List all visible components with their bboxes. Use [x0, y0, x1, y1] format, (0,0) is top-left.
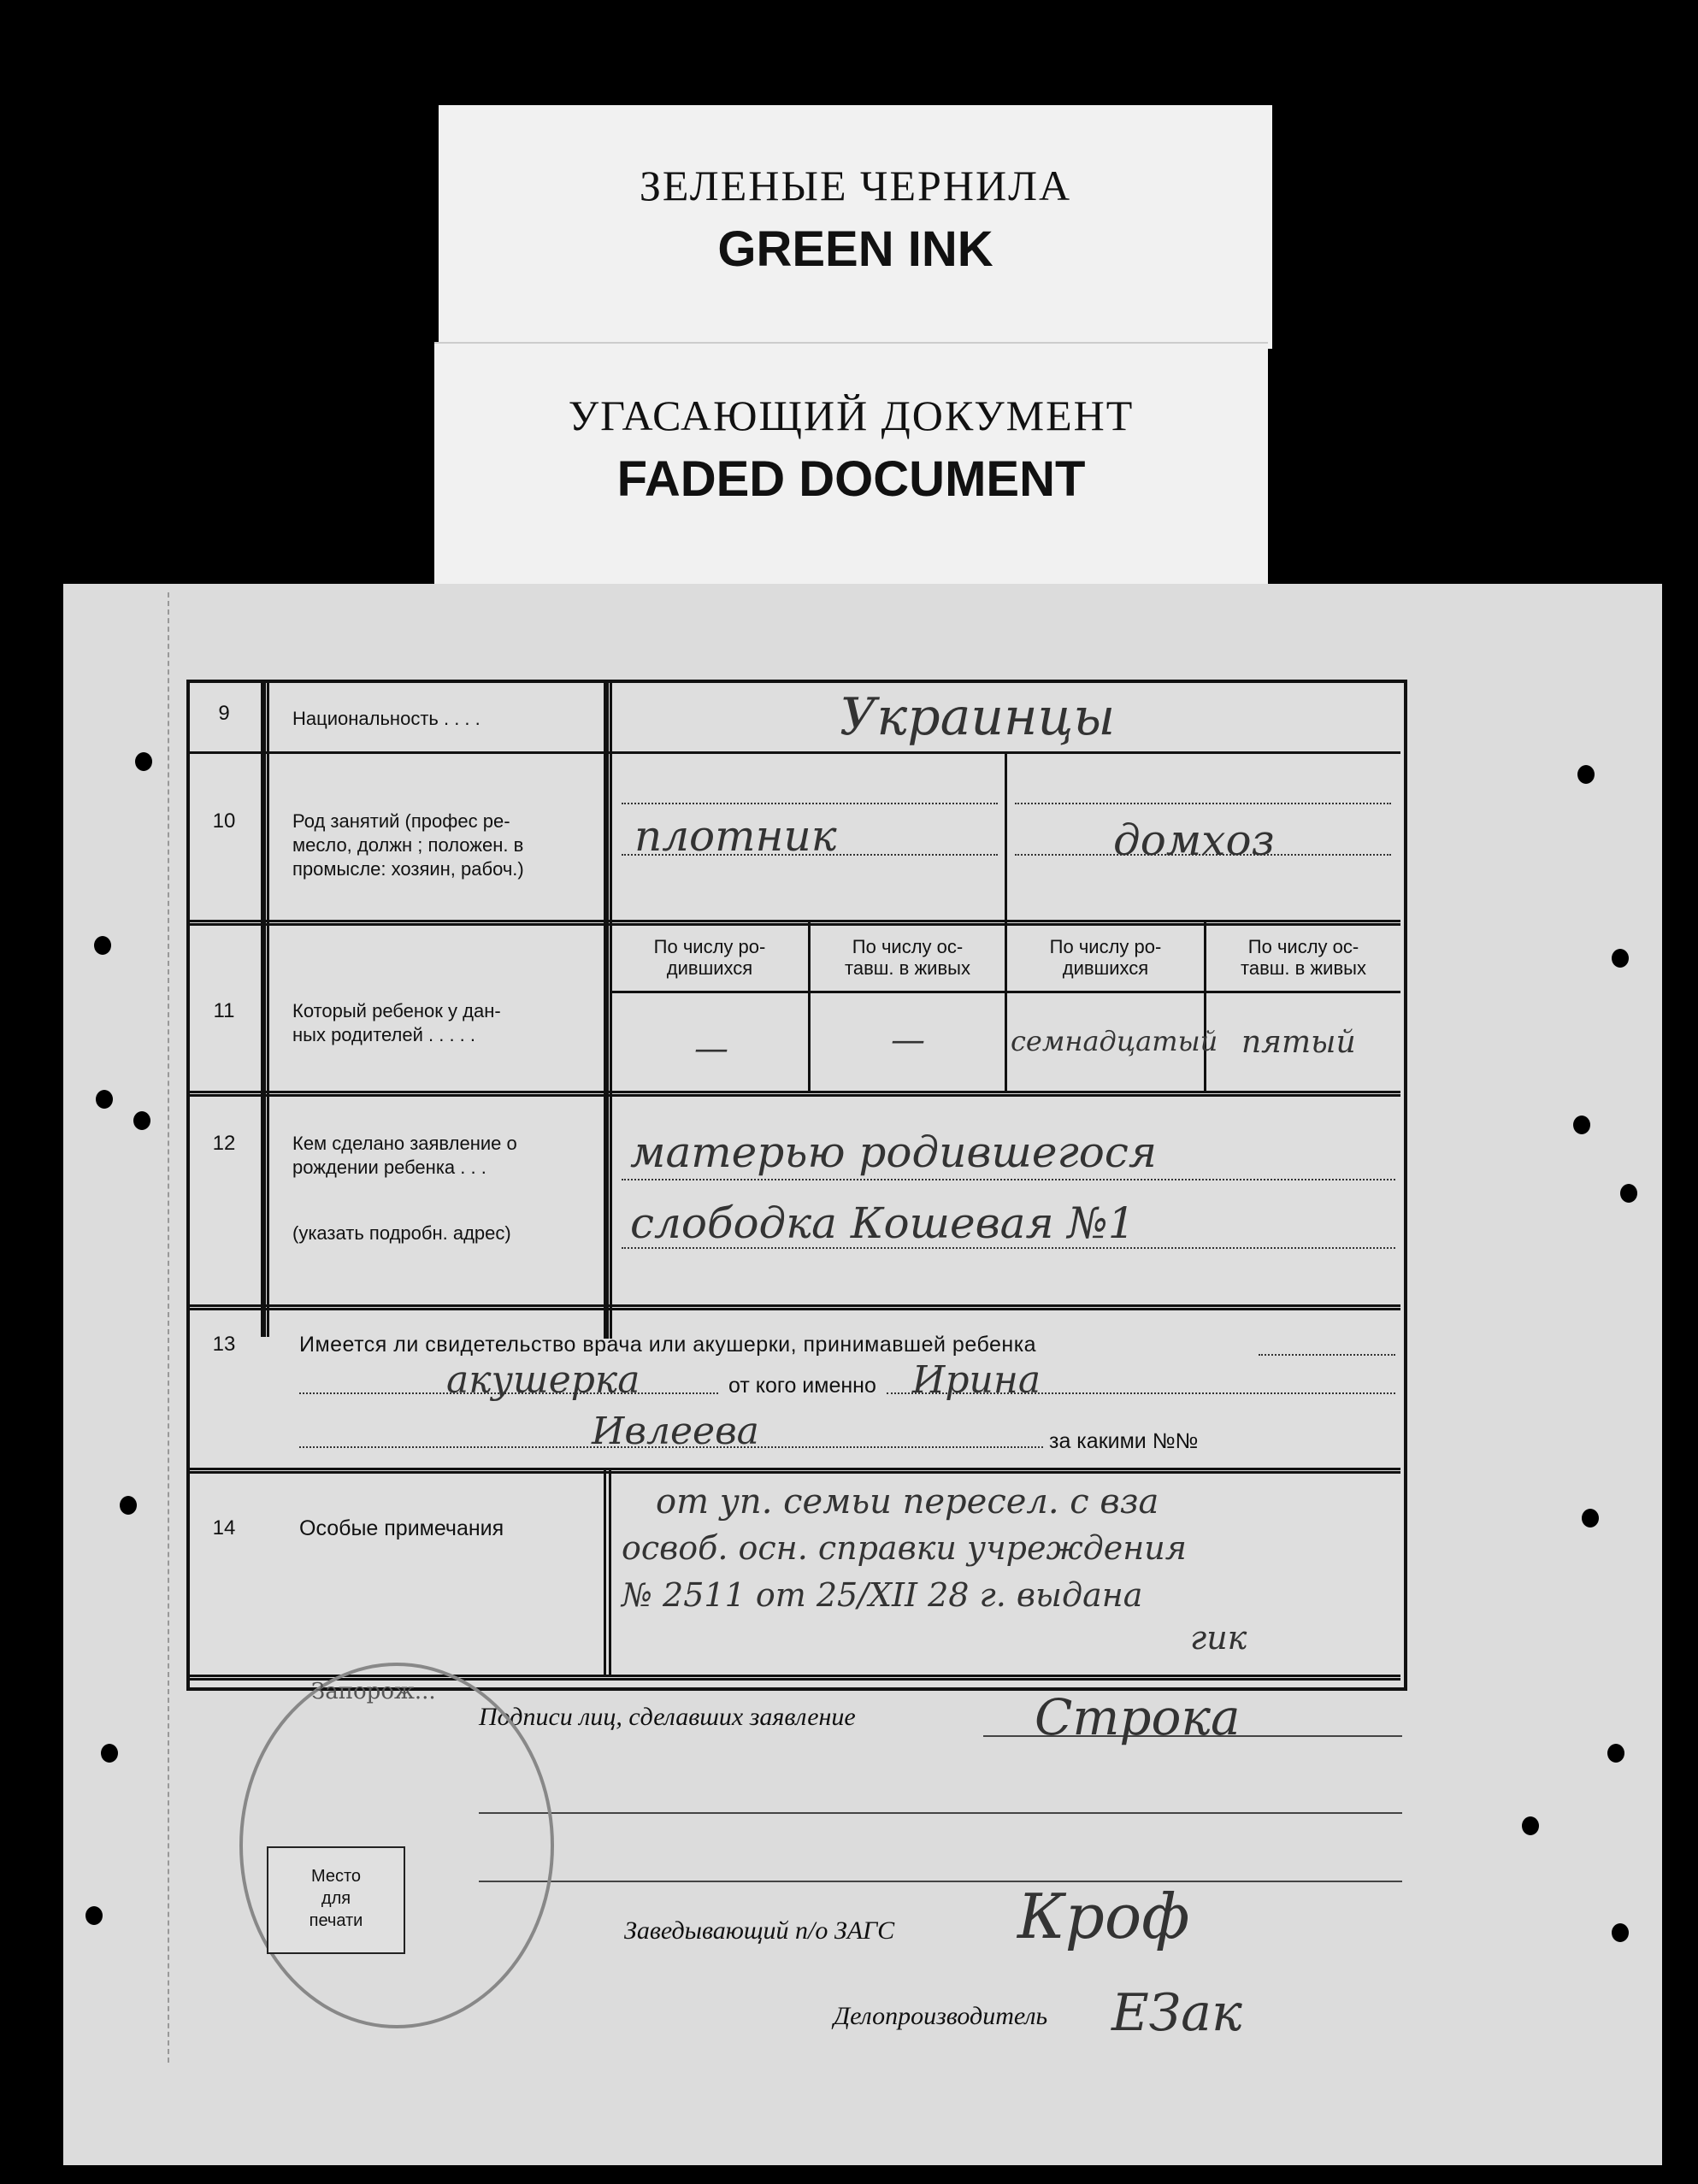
clerk-label: Делопроизводитель	[834, 2002, 1048, 2030]
green-ink-en: GREEN INK	[717, 221, 993, 277]
row-13-label: Имеется ли свидетельство врача или акушерки, принимавшей ребенка	[299, 1333, 1037, 1357]
row-12-value-1: матерью родившегося	[630, 1127, 1157, 1177]
seal-ring-text: Запорож...	[311, 1679, 436, 1704]
row-10-label-2: месло, должн ; положен. в	[292, 834, 524, 856]
row-11-header-2b: тавш. в живых	[845, 957, 970, 979]
row-11-value-3: семнадцатый	[1011, 1025, 1218, 1057]
row-12-label-1: Кем сделано заявление о	[292, 1133, 517, 1154]
punch-hole-icon	[1620, 1184, 1637, 1203]
row-14-label: Особые примечания	[299, 1516, 504, 1540]
row-13-handwriting-2: Ирина	[912, 1358, 1041, 1402]
seal-stamp	[239, 1663, 554, 2028]
punch-hole-icon	[101, 1744, 118, 1763]
row-11-label-2: ных родителей . . . . .	[292, 1024, 476, 1045]
row-10-label-1: Род занятий (профес ре-	[292, 810, 510, 832]
row-14-handwriting-1: от уп. семьи пересел. с вза	[656, 1482, 1159, 1522]
row-12-label-3: (указать подробн. адрес)	[292, 1222, 511, 1244]
punch-hole-icon	[1582, 1509, 1599, 1528]
birth-record-form	[186, 680, 1407, 1691]
row-13-handwriting-1: акушерка	[446, 1358, 640, 1402]
row-14-number: 14	[212, 1516, 236, 1539]
row-11-header-4b: тавш. в живых	[1241, 957, 1366, 979]
row-11-number: 11	[213, 999, 235, 1022]
punch-hole-icon	[1522, 1816, 1539, 1835]
applicant-signature-label: Подписи лиц, сделавших заявление	[479, 1703, 856, 1731]
row-11-header-4a: По числу ос-	[1247, 936, 1359, 957]
row-11-header-2a: По числу ос-	[852, 936, 964, 957]
row-11-header-3b: дившихся	[1062, 957, 1149, 979]
row-14-handwriting-3: № 2511 от 25/XII 28 г. выдана	[622, 1576, 1143, 1614]
row-13-handwriting-3: Ивлеева	[592, 1410, 759, 1453]
punch-hole-icon	[96, 1090, 113, 1109]
punch-hole-icon	[94, 936, 111, 955]
punch-hole-icon	[1573, 1116, 1590, 1134]
stamp-place-line-3: печати	[309, 1911, 363, 1930]
punch-hole-icon	[133, 1111, 150, 1130]
row-10-mother-occupation: домхоз	[1113, 815, 1275, 865]
green-ink-card	[439, 105, 1272, 349]
row-12-label-2: рождении ребенка . . .	[292, 1157, 486, 1178]
row-13-number: 13	[212, 1333, 236, 1356]
green-ink-ru: ЗЕЛЕНЫЕ ЧЕРНИЛА	[639, 162, 1072, 209]
row-14-handwriting-2: освоб. осн. справки учреждения	[622, 1529, 1187, 1567]
faded-document-card	[434, 342, 1268, 593]
row-11-value-4: пятый	[1241, 1025, 1356, 1060]
row-11-header-1a: По числу ро-	[653, 936, 766, 957]
stamp-place-box	[267, 1846, 405, 1954]
punch-hole-icon	[1612, 949, 1629, 968]
row-10-father-occupation: плотник	[634, 811, 837, 861]
punch-hole-icon	[1577, 765, 1595, 784]
stamp-place-line-2: для	[321, 1889, 351, 1908]
row-9-label: Национальность . . . .	[292, 708, 481, 729]
row-14-handwriting-4: гик	[1190, 1619, 1247, 1657]
row-10-number: 10	[212, 809, 236, 833]
row-11-header-1b: дившихся	[666, 957, 753, 979]
faded-document-ru: УГАСАЮЩИЙ ДОКУМЕНТ	[568, 391, 1135, 439]
punch-hole-icon	[1612, 1923, 1629, 1942]
punch-hole-icon	[1607, 1744, 1624, 1763]
stamp-place-line-1: Место	[310, 1867, 362, 1886]
row-12-number: 12	[212, 1132, 236, 1155]
clerk-signature: ЕЗак	[1111, 1983, 1242, 2043]
head-zags-signature: Кроф	[1017, 1881, 1190, 1952]
faded-document-en: FADED DOCUMENT	[616, 451, 1086, 507]
row-11-value-1: —	[694, 1029, 728, 1068]
punch-hole-icon	[85, 1906, 103, 1925]
row-9-number: 9	[218, 702, 230, 725]
row-13-end-label: за какими №№	[1049, 1429, 1199, 1453]
applicant-signature: Строка	[1035, 1688, 1241, 1746]
row-13-mid-label: от кого именно	[728, 1374, 876, 1398]
row-10-label-3: промысле: хозяин, рабоч.)	[292, 858, 524, 880]
head-zags-label: Заведывающий п/о ЗАГС	[624, 1916, 895, 1945]
row-9-value: Украинцы	[840, 687, 1116, 747]
punch-hole-icon	[135, 752, 152, 771]
row-11-value-2: —	[891, 1021, 925, 1060]
row-11-label-1: Который ребенок у дан-	[292, 1000, 501, 1021]
row-12-value-2: слободка Кошевая №1	[630, 1198, 1135, 1248]
row-11-header-3a: По числу ро-	[1049, 936, 1162, 957]
punch-hole-icon	[120, 1496, 137, 1515]
